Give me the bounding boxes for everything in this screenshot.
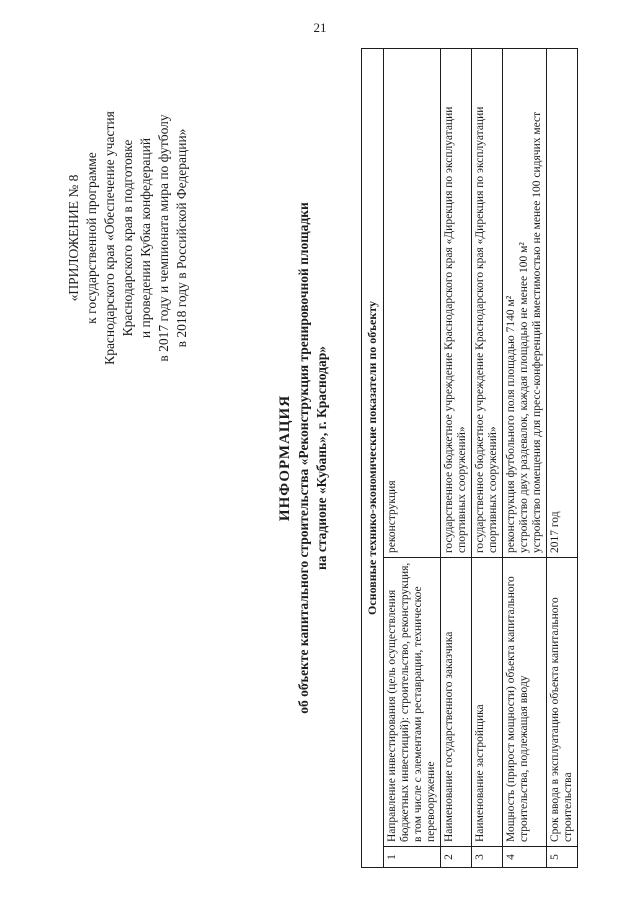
table-row: [472, 49, 503, 868]
row-number: 4: [503, 847, 547, 868]
row-value: [503, 49, 547, 558]
appendix-line: «ПРИЛОЖЕНИЕ № 8: [66, 174, 81, 302]
row-value: [547, 49, 578, 558]
indicators-table: [361, 48, 578, 868]
appendix-line: и проведении Кубка конфедераций: [138, 137, 153, 339]
row-value: [472, 49, 503, 558]
table-row: [384, 49, 441, 868]
row-value: [441, 49, 472, 558]
row-value-line: государственное бюджетное учреждение Краснодарского края «Дирекция по эксплуатации спортивных сооружений»: [474, 106, 499, 553]
table-row: [503, 49, 547, 868]
rotated-content: [65, 48, 585, 868]
row-name: Наименование государственного заказчика: [441, 558, 472, 847]
row-name: Наименование застройщика: [472, 558, 503, 847]
row-number: 3: [472, 847, 503, 868]
appendix-line: Краснодарского края «Обеспечение участия: [102, 111, 117, 365]
title-block: [275, 48, 331, 868]
document-subtitle-line2: на стадионе «Кубань», г. Краснодар»: [314, 346, 329, 571]
table-row: [547, 49, 578, 868]
row-value-line: устройство помещения для пресс-конференций вместимостью не менее 100 сидячих мест: [531, 111, 543, 553]
row-value-line: государственное бюджетное учреждение Краснодарского края «Дирекция по эксплуатации спортивных сооружений»: [443, 106, 468, 553]
appendix-line: в 2018 году в Российской Федерации»: [174, 128, 189, 348]
row-name: Срок ввода в эксплуатацию объекта капитального строительства: [547, 558, 578, 847]
row-number: 2: [441, 847, 472, 868]
document-subtitle-line1: об объекте капитального строительства «Реконструкция тренировочной площадки: [296, 202, 311, 714]
appendix-line: Краснодарского края в подготовке: [120, 139, 135, 337]
document-title: ИНФОРМАЦИЯ: [277, 394, 293, 522]
row-value-line: устройство двух раздевалок, каждая площадью не менее 100 м²: [518, 242, 530, 553]
row-value: [384, 49, 441, 558]
row-number: 1: [384, 847, 441, 868]
table-header: Основные технико-экономические показатели по объекту: [362, 49, 384, 868]
row-value-line: 2017 год: [549, 511, 561, 553]
row-value-line: реконструкция: [386, 480, 398, 553]
row-value-line: реконструкция футбольного поля площадью 7140 м²: [505, 295, 517, 553]
appendix-line: к государственной программе: [84, 152, 99, 324]
table-header-row: [362, 49, 384, 868]
row-name: Направление инвестирования (цель осуществления бюджетных инвестиций): строительство, реконструкция, в том числе с элементами реставрации, техническое перевооружение: [384, 558, 441, 847]
table-row: [441, 49, 472, 868]
appendix-block: [65, 58, 191, 418]
appendix-line: в 2017 году и чемпионата мира по футболу: [156, 114, 171, 362]
page-number: 21: [313, 20, 327, 35]
row-number: 5: [547, 847, 578, 868]
row-name: Мощность (прирост мощности) объекта капитального строительства, подлежащая вводу: [503, 558, 547, 847]
